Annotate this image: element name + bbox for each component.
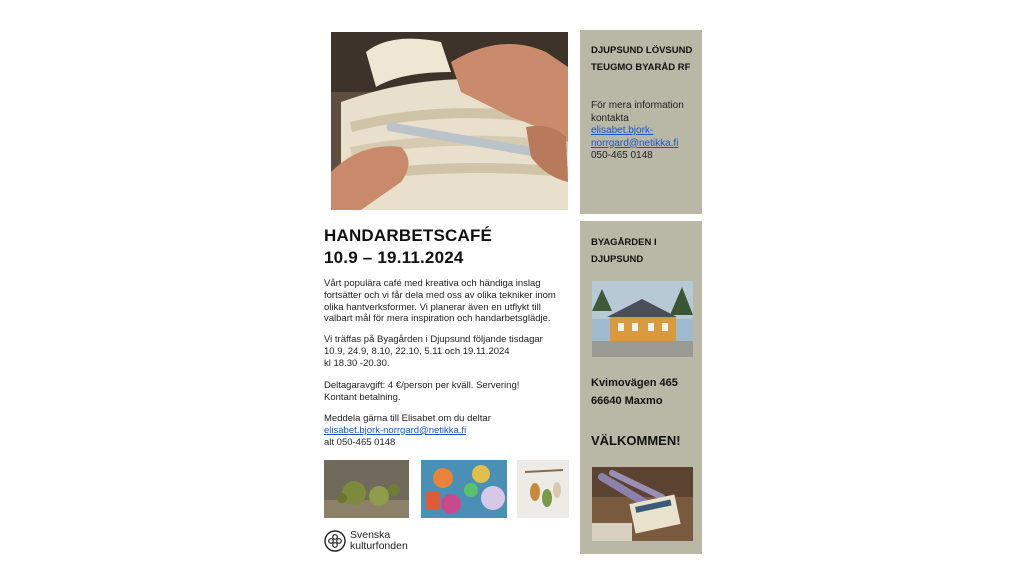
venue-panel [580,221,702,554]
sidebar-email-link-part2[interactable]: norrgard@netikka.fi [591,137,679,149]
contact-phone: alt 050-465 0148 [324,436,396,448]
logo-line-2: kulturfonden [350,540,408,552]
kulturfonden-logo-text [350,530,408,552]
event-title: HANDARBETSCAFÉ [324,226,493,245]
yarn-photo [324,460,409,518]
info-line-1: För mera information [591,100,684,111]
sidebar-email-link-part1[interactable]: elisabet.bjork- [591,125,654,136]
contact-email-link[interactable]: elisabet.bjork-norrgard@netikka.fi [324,424,467,436]
byagarden-photo [592,281,693,357]
contact-info-panel [580,30,702,214]
venue-line-2: DJUPSUND [591,254,644,265]
event-dates: 10.9 – 19.11.2024 [324,248,464,267]
felt-toys-photo [421,460,507,518]
info-line-2: kontakta [591,112,629,124]
venue-address [591,374,678,410]
venue-name [591,234,657,268]
welcome-heading: VÄLKOMMEN! [591,433,681,448]
lavender-soap-photo [592,467,693,541]
fee-line-2: Kontant betalning. [324,391,401,403]
address-line-1: Kvimovägen 465 [591,377,678,389]
org-name [591,42,692,76]
contact-line-1: Meddela gärna till Elisabet om du deltar [324,413,491,424]
fee-block [324,380,574,404]
schedule-line-3: kl 18.30 -20.30. [324,357,390,369]
schedule-block [324,334,574,369]
knitting-photo [331,32,568,210]
kulturfonden-logo-icon [324,530,346,552]
sidebar-phone: 050-465 0148 [591,150,653,161]
fee-line-1: Deltagaravgift: 4 €/person per kväll. Servering! [324,380,520,391]
schedule-line-2: 10.9, 24.9, 8.10, 22.10, 5.11 och 19.11.2024 [324,345,510,357]
address-line-2: 66640 Maxmo [591,395,663,407]
schedule-line-1: Vi träffas på Byagården i Djupsund följande tisdagar [324,334,543,345]
venue-line-1: BYAGÅRDEN I [591,237,657,248]
info-block [591,100,701,163]
contact-block [324,413,574,448]
leaf-mobile-photo [517,460,569,518]
org-line-1: DJUPSUND LÖVSUND [591,45,693,56]
org-line-2: TEUGMO BYARÅD RF [591,62,691,73]
intro-paragraph: Vårt populära café med kreativa och händiga inslag fortsätter och vi får dela med oss av olika tekniker inom olika hantverksformer. Vi planerar även en utflykt till valbart mål för mera inspiration och handarbetsglädje. [324,278,556,325]
logo-line-1: Svenska [350,529,391,541]
